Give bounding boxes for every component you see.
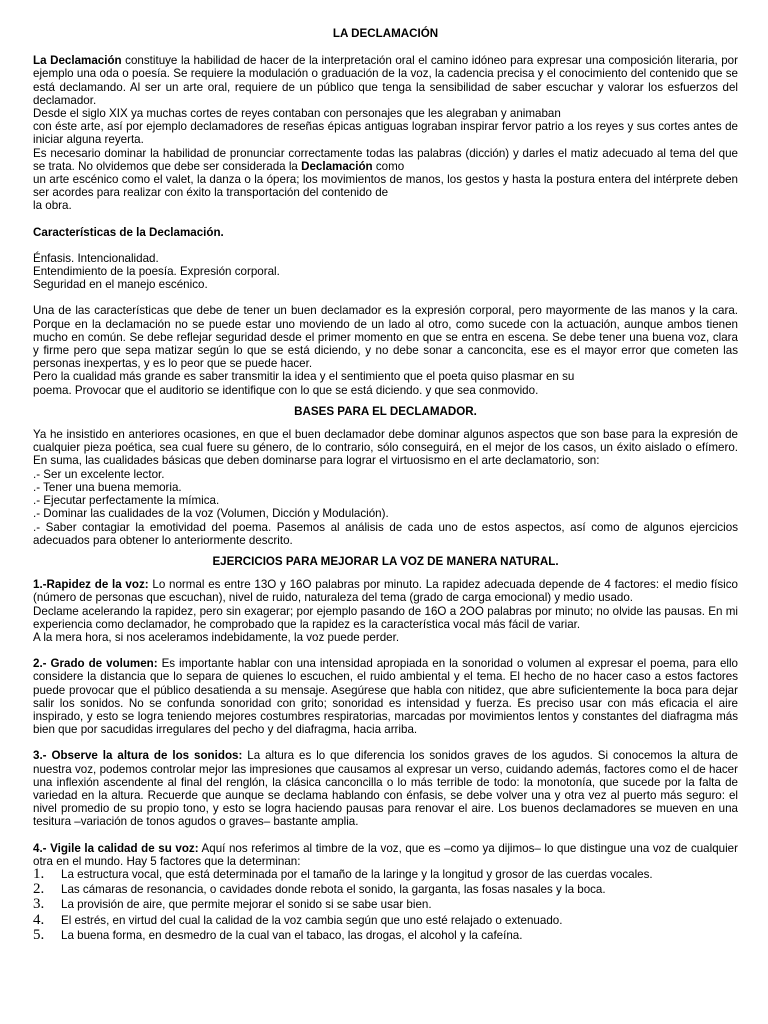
- list-item-number: 1.: [33, 865, 45, 882]
- intro-line-6: la obra.: [33, 199, 72, 213]
- list-item-text: Las cámaras de resonancia, o cavidades donde rebota el sonido, la garganta, las fosas nasales y la boca.: [61, 883, 606, 897]
- caracteristicas-line-3: poema. Provocar que el auditorio se identifique con lo que se está diciendo. y que sea conmovido.: [33, 383, 539, 397]
- intro-bold-lead: La Declamación: [33, 54, 122, 68]
- list-item: [33, 926, 738, 943]
- ejercicios-section: [33, 555, 738, 942]
- bases-paragraph: Ya he insistido en anteriores ocasiones, en que el buen declamador debe dominar algunos aspectos que son base para la expresión de cualquier pieza poética, sea cual fuere su género, de lo contrario, sólo conseguirá, en el mejor de los casos, un éxito aislado o efímero. En suma, las cualidades básicas que deben dominarse para lograr el virtuosismo en el arte declamatorio, son:: [33, 428, 738, 468]
- ejercicio-4-title: 4.- Vigile la calidad de su voz:: [33, 841, 199, 855]
- list-item: [33, 898, 738, 911]
- caracteristicas-section: [33, 226, 738, 397]
- ejercicio-4-text: Aquí nos referimos al timbre de la voz, que es –como ya dijimos– lo que distingue una voz de cualquier otra en el mundo. Hay 5 factores que la determinan:: [33, 841, 738, 868]
- intro-line-2: Desde el siglo XIX ya muchas cortes de reyes contaban con personajes que les alegraban y animaban: [33, 107, 561, 121]
- intro-paragraph-4: [33, 147, 738, 173]
- ejercicios-heading: EJERCICIOS PARA MEJORAR LA VOZ DE MANERA NATURAL.: [212, 554, 559, 568]
- bases-item: .- Ejecutar perfectamente la mímica.: [33, 494, 220, 508]
- bases-item: .- Tener una buena memoria.: [33, 480, 182, 494]
- list-item-number: 4.: [33, 911, 45, 928]
- intro-text-4: Es necesario dominar la habilidad de pronunciar correctamente todas las palabras (dicción) y darles el matiz adecuado al tema del que se trata. No olvidemos que debe ser considerada la: [33, 146, 738, 173]
- list-item-number: 3.: [33, 896, 45, 913]
- factors-list: [33, 865, 738, 943]
- caracteristica-item: Seguridad en el manejo escénico.: [33, 278, 208, 292]
- intro-paragraph-5: un arte escénico como el valet, la danza o la ópera; los movimientos de manos, los gestos y hasta la postura entera del intérprete deben ser acordes para realizar con éxito la transportación del contenido de: [33, 173, 738, 200]
- intro-paragraph-3: con éste arte, así por ejemplo declamadores de reseñas épicas antiguas lograban inspirar fervor patrio a los reyes y sus cortes antes de iniciar alguna reyerta.: [33, 120, 738, 147]
- caracteristicas-line-2: Pero la cualidad más grande es saber transmitir la idea y el sentimiento que el poeta quiso plasmar en su: [33, 370, 575, 384]
- ejercicio-2-title: 2.- Grado de volumen:: [33, 657, 158, 671]
- bases-section: [33, 405, 738, 547]
- intro-bold-declamacion: Declamación: [301, 159, 373, 173]
- bases-item: .- Dominar las cualidades de la voz (Volumen, Dicción y Modulación).: [33, 507, 389, 521]
- bases-last-item: .- Saber contagiar la emotividad del poema. Pasemos al análisis de cada uno de estos aspectos, así como de algunos ejercicios adecuados para obtener lo anteriormente descrito.: [33, 520, 738, 547]
- bases-heading: BASES PARA EL DECLAMADOR.: [294, 404, 477, 418]
- list-item-text: La provisión de aire, que permite mejorar el sonido si se sabe usar bien.: [61, 898, 432, 912]
- caracteristica-item: Énfasis. Intencionalidad.: [33, 251, 159, 265]
- list-item: [33, 883, 738, 896]
- ejercicio-1-text: Lo normal es entre 13O y 16O palabras por minuto. La rapidez adecuada depende de 4 factores: el medio físico (número de personas que escuchan), nivel de ruido, naturaleza del tema (grado de carga emocional) y medio usado.: [33, 578, 738, 605]
- ejercicio-2-paragraph: [33, 657, 738, 736]
- ejercicio-3-title: 3.- Observe la altura de los sonidos:: [33, 749, 243, 763]
- caracteristicas-paragraph: Una de las características que debe de tener un buen declamador es la expresión corporal, pero mayormente de las manos y la cara. Porque en la declamación no se puede estar uno moviendo de un lado al otro, como sucede con la actuación, aunque ambos tienen mucho en común. Se debe reflejar seguridad desde el primer momento en que se entra en escena. Se debe tener una buena voz, clara y firme pero que sepa matizar según lo que se está diciendo, y no debe sonar a canconcita, ese es el mayor error que cometen las personas inexpertas, y es lo peor que se puede hacer.: [33, 304, 738, 371]
- ejercicio-3-text: La altura es lo que diferencia los sonidos graves de los agudos. Si conocemos la altura de nuestra voz, podemos controlar mejor las impresiones que causamos al expresar un verso, cuidando además, factores como el de hacer una inflexión ascendente al final del renglón, la clásica canconcilla o lo más terrible de todo: la monotonía, que sucede por la falta de variedad en la altura. Recuerde que aunque se declama hablando con énfasis, se debe volver una y otra vez al puerto más seguro: el nivel promedio de su propio tono, y esto se logra haciendo pausas para renovar el aire. Los buenos declamadores se mueven en una tesitura –variación de tonos agudos o graves– bastante amplia.: [33, 749, 738, 829]
- document-title: LA DECLAMACIÓN: [332, 27, 439, 40]
- list-item-text: La buena forma, en desmedro de la cual van el tabaco, las drogas, el alcohol y la cafeína.: [61, 928, 523, 942]
- ejercicio-1-paragraph-2: Declame acelerando la rapidez, pero sin exagerar; por ejemplo pasando de 16O a 2OO palabras por minuto; no olvide las pausas. En mi experiencia como declamador, he comprobado que la rapidez es la característica vocal más fácil de variar.: [33, 604, 738, 631]
- ejercicio-1-line-3: A la mera hora, si nos aceleramos indebidamente, la voz puede perder.: [33, 630, 400, 644]
- ejercicio-2-text: Es importante hablar con una intensidad apropiada en la sonoridad o volumen al expresar el poema, para ello considere la distancia que lo separa de quienes lo escuchen, el ruido ambiental y el tema. El hecho de no hacer caso a estos factores puede provocar que el público desatienda a su mensaje. Asegúrese que habla con nitidez, que abre suficientemente la boca para dejar salir los sonidos. No se confunda sonoridad con grito; sonoridad es intensidad y fuerza. Es preciso usar con más eficacia el aire inspirado, y esto se logra teniendo mejores costumbres respiratorias, marcadas por movimientos lentos y constantes del diafragma más bien que por sacudidas irregulares del pecho y del diafragma, hacia arriba.: [33, 657, 738, 737]
- list-item: [33, 911, 738, 928]
- ejercicio-1-title: 1.-Rapidez de la voz:: [33, 578, 149, 592]
- list-item-text: El estrés, en virtud del cual la calidad de la voz cambia según que uno esté relajado o extenuado.: [61, 913, 563, 927]
- ejercicio-1-paragraph: [33, 578, 738, 604]
- list-item: [33, 865, 738, 882]
- intro-paragraph-1: [33, 54, 738, 107]
- list-item-text: La estructura vocal, que está determinada por el tamaño de la laringe y la longitud y grosor de las cuerdas vocales.: [61, 867, 653, 881]
- intro-text-4-end: como: [372, 159, 405, 173]
- list-item-number: 5.: [33, 926, 45, 943]
- caracteristicas-heading: Características de la Declamación.: [33, 225, 224, 239]
- intro-text-1: constituye la habilidad de hacer de la interpretación oral el camino idóneo para expresar una composición literaria, por ejemplo una oda o poesía. Se requiere la modulación o graduación de la voz, la cadencia precisa y el conocimiento del contenido que se está declamando. Al ser un arte oral, requiere de un público que tenga la sensibilidad de saber escuchar y valorar los esfuerzos del declamador.: [33, 54, 738, 107]
- caracteristica-item: Entendimiento de la poesía. Expresión corporal.: [33, 265, 280, 279]
- intro-section: [33, 54, 738, 212]
- ejercicio-4-paragraph: [33, 842, 738, 868]
- ejercicio-3-paragraph: [33, 749, 738, 828]
- bases-item: .- Ser un excelente lector.: [33, 467, 165, 481]
- list-item-number: 2.: [33, 881, 45, 898]
